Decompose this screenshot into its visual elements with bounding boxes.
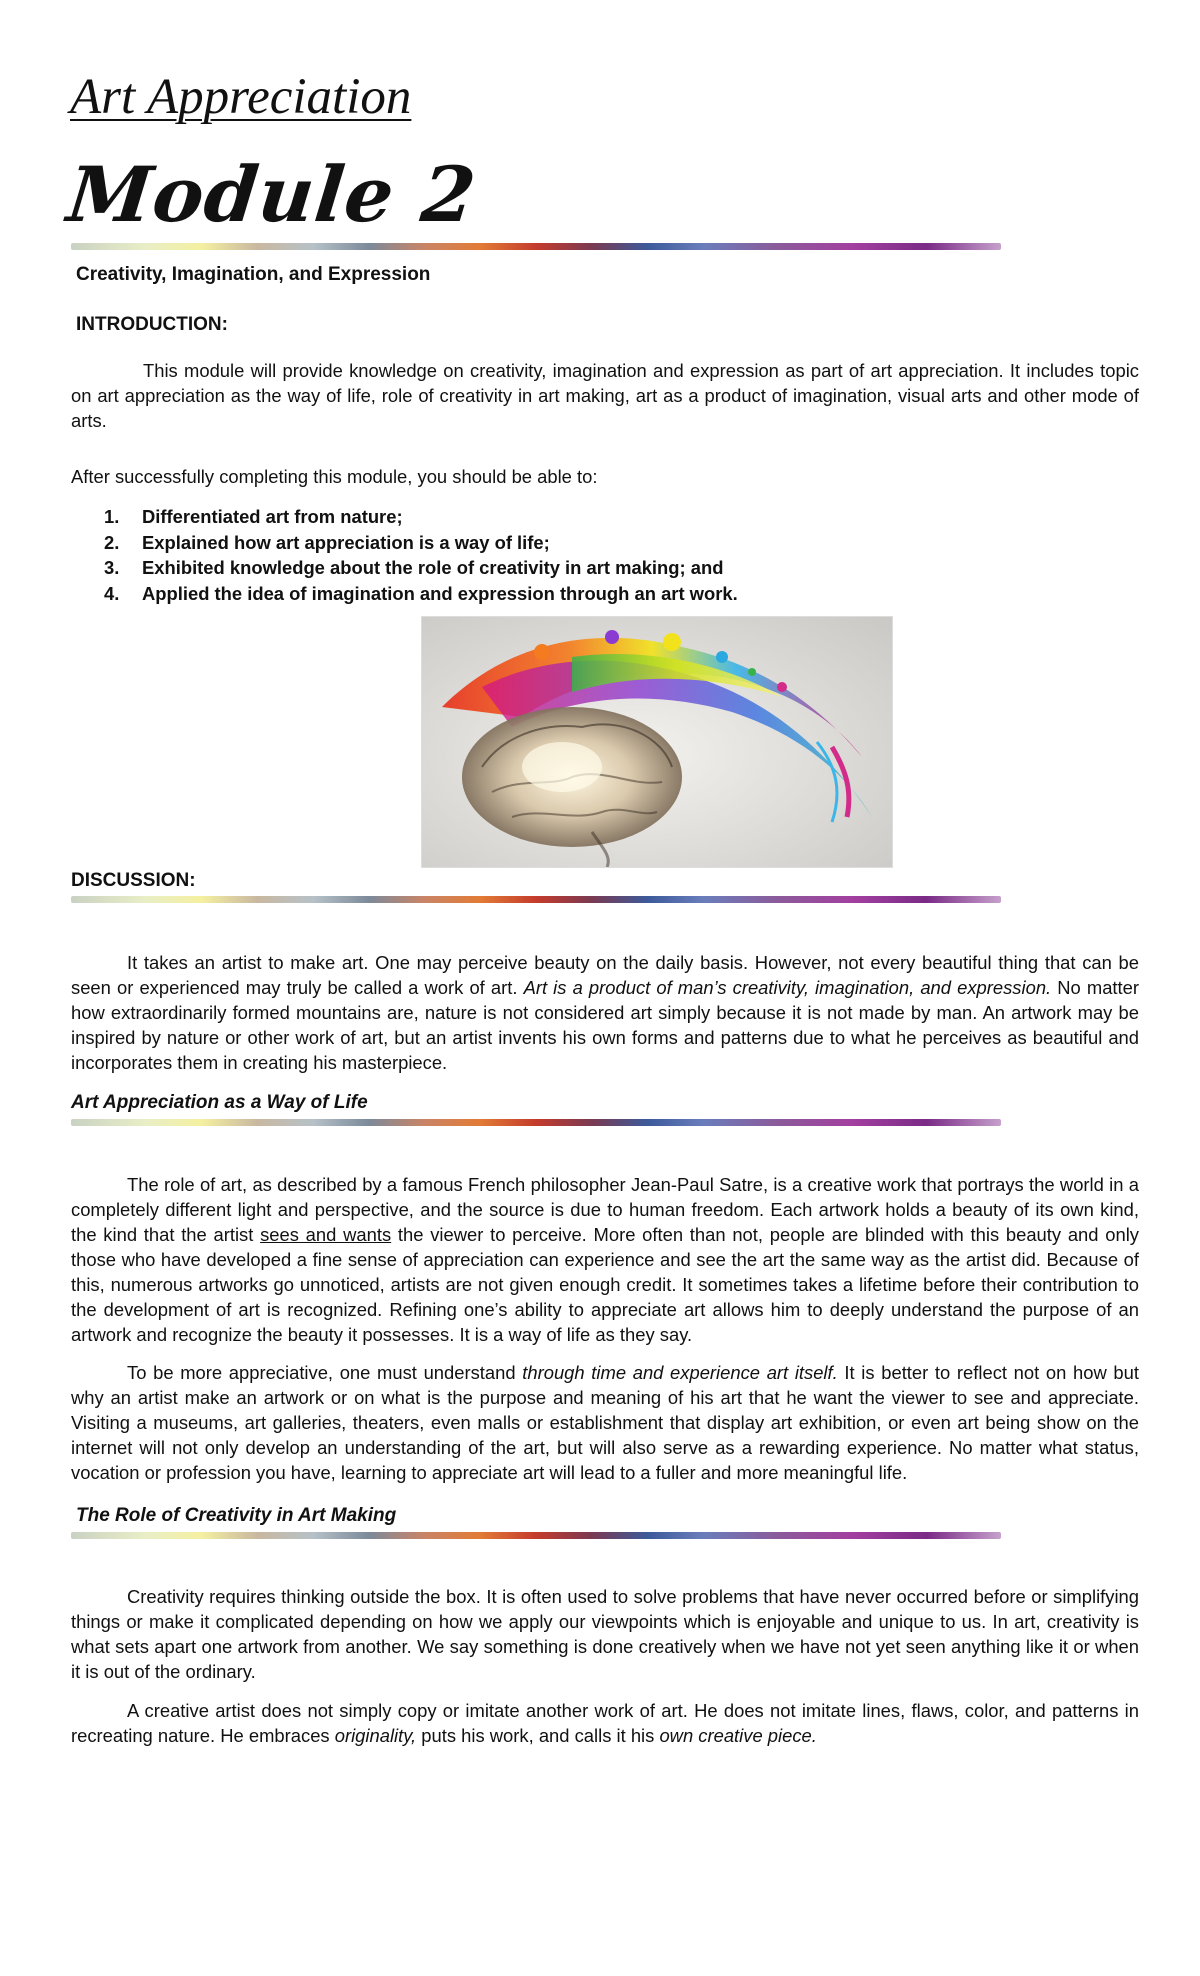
- creativity-heading: The Role of Creativity in Art Making: [76, 1505, 397, 1526]
- list-item: 2. Explained how art appreciation is a way of life;: [104, 531, 550, 553]
- module-title: Module 2: [63, 150, 481, 239]
- rainbow-divider: [71, 243, 1001, 250]
- creativity-paragraph-1: Creativity requires thinking outside the box. It is often used to solve problems that have never occurred before or simplifying things or make it complicated depending on how we apply our viewpoints which is enjoyable and unique to us. In art, creativity is what sets apart one artwork from another. We say something is done creatively when we have not yet seen anything like it or when it is out of the ordinary.: [71, 1586, 1139, 1682]
- discussion-heading: DISCUSSION:: [71, 870, 196, 891]
- introduction-paragraph: [71, 358, 1139, 433]
- introduction-heading: INTRODUCTION:: [76, 314, 228, 335]
- objectives-lead: After successfully completing this module, you should be able to:: [71, 466, 598, 487]
- discussion-paragraph: It takes an artist to make art. One may perceive beauty on the daily basis. However, not every beautiful thing that can be seen or experienced may truly be called a work of art. Art is a product of man’s creativity, imagination, and expression. No matter how extraordinarily formed mountains are, nature is not considered art simply because it is not made by man. An artwork may be inspired by nature or other work of art, but an artist invents his own forms and patterns due to what he perceives as beautiful and incorporates them in creating his masterpiece.: [71, 952, 1139, 1073]
- list-item: 3. Exhibited knowledge about the role of creativity in art making; and: [104, 557, 724, 578]
- list-item: 4. Applied the idea of imagination and expression through an art work.: [104, 582, 738, 604]
- rainbow-divider: [71, 896, 1001, 903]
- way-of-life-paragraph-1: The role of art, as described by a famous French philosopher Jean-Paul Satre, is a creative work that portrays the world in a completely different light and perspective, and the source is due to human freedom. Each artwork holds a beauty of its own kind, the kind that the artist sees and wants the viewer to perceive. More often than not, people are blinded with this beauty and only those who have developed a fine sense of appreciation can experience and see the art the same way as the artist did. Because of this, numerous artworks go unnoticed, artists are not given enough credit. It sometimes takes a lifetime before their contribution to the development of art is recognized. Refining one’s ability to appreciate art allows him to deeply understand the purpose of an artwork and recognize the beauty it possesses. It is a way of life as they say.: [71, 1174, 1139, 1345]
- introduction-text: This module will provide knowledge on creativity, imagination and expression as part of art appreciation. It includes topic on art appreciation as the way of life, role of creativity in art making, art as a product of imagination, visual arts and other mode of arts.: [71, 360, 1139, 431]
- way-of-life-heading: Art Appreciation as a Way of Life: [71, 1092, 368, 1113]
- course-title: Art Appreciation: [70, 69, 412, 125]
- rainbow-divider: [71, 1532, 1001, 1539]
- brain-splash-image: [421, 616, 893, 868]
- creativity-paragraph-2: A creative artist does not simply copy or imitate another work of art. He does not imitate lines, flaws, color, and patterns in recreating nature. He embraces originality, puts his work, and calls it his own creative piece.: [71, 1700, 1139, 1746]
- objectives-list: [104, 504, 738, 606]
- list-item: 1. Differentiated art from nature;: [104, 506, 403, 527]
- module-subtitle: Creativity, Imagination, and Expression: [76, 264, 431, 285]
- rainbow-divider: [71, 1119, 1001, 1126]
- way-of-life-paragraph-2: To be more appreciative, one must understand through time and experience art itself. It is better to reflect not on how but why an artist make an artwork or on what is the purpose and meaning of his art that he want the viewer to see and appreciate. Visiting a museums, art galleries, theaters, even malls or establishment that display art exhibition, or even art being show on the internet will not only develop an understanding of the art, but will also serve as a rewarding experience. No matter what status, vocation or profession you have, learning to appreciate art will lead to a fuller and more meaningful life.: [71, 1362, 1139, 1483]
